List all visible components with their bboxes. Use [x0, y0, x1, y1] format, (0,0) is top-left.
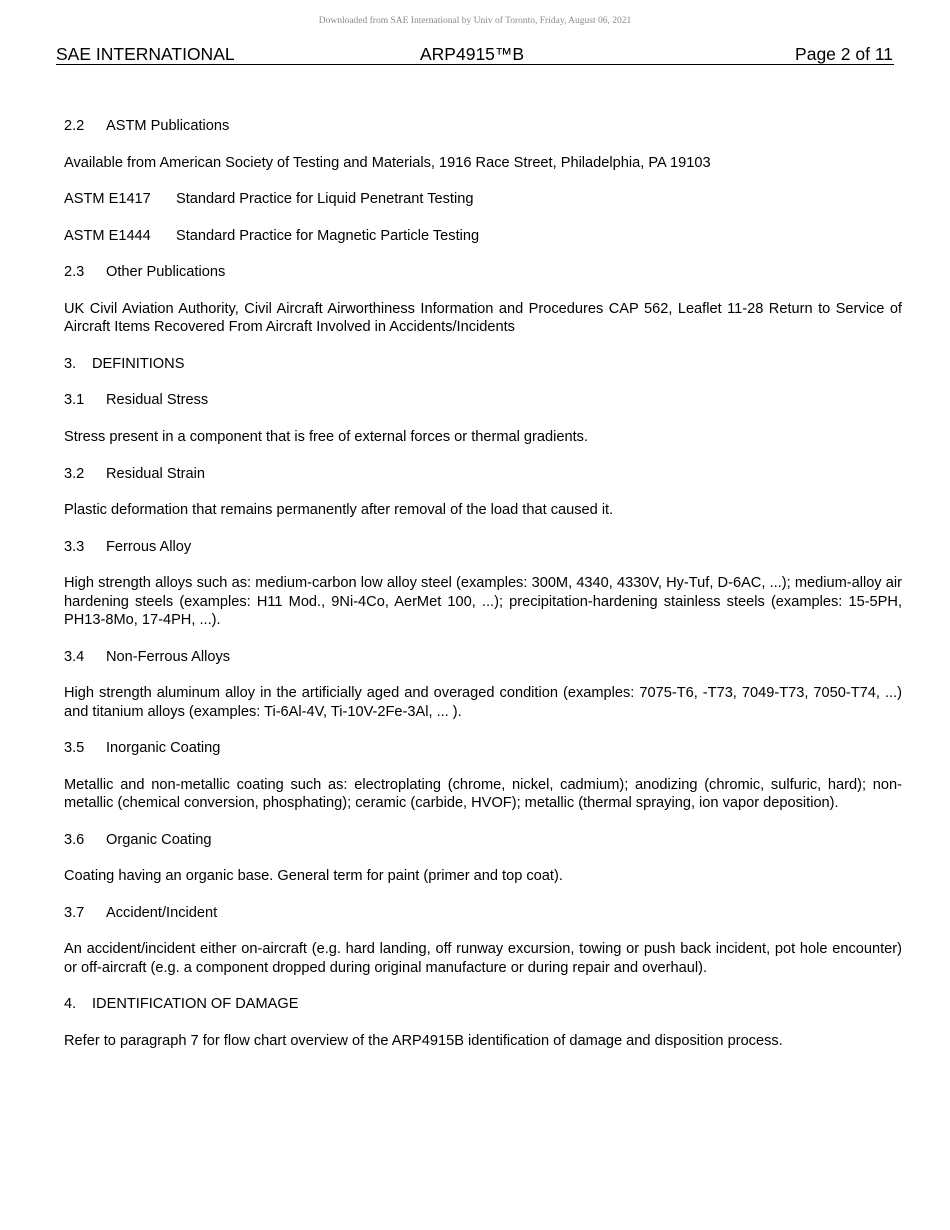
section-number: 3.2 — [64, 465, 85, 482]
section-number: 3.3 — [64, 538, 85, 555]
section-number: 2.3 — [64, 264, 85, 281]
section-3-2-body: Plastic deformation that remains permanently after removal of the load that caused it. — [64, 502, 614, 519]
section-title: Inorganic Coating — [106, 740, 221, 757]
header-doc-id: ARP4915™B — [420, 44, 525, 64]
section-3-4-body: High strength aluminum alloy in the artificially aged and overaged condition (examples: 7075-T6, -T73, 7049-T73, 7050-T74, ...) and titanium alloys (examples: Ti-6Al-4V, Ti-10V-2Fe-3Al, ... ). — [64, 685, 902, 720]
section-title: Residual Strain — [106, 465, 205, 482]
section-title: ASTM Publications — [106, 118, 230, 134]
section-number: 3.6 — [64, 831, 85, 848]
section-2-2-availability: Available from American Society of Testing and Materials, 1916 Race Street, Philadelphia, PA 19103 — [64, 154, 711, 171]
section-number: 4. — [64, 996, 77, 1013]
section-3-1-body: Stress present in a component that is free of external forces or thermal gradients. — [64, 429, 589, 446]
section-title: Other Publications — [106, 264, 226, 281]
section-number: 3.1 — [64, 392, 85, 409]
section-3-5-heading — [64, 739, 902, 757]
section-title: Non-Ferrous Alloys — [106, 648, 231, 665]
reference-title: Standard Practice for Liquid Penetrant Testing — [176, 191, 474, 208]
header-page-number: Page 2 of 11 — [795, 44, 893, 64]
section-number: 3. — [64, 355, 77, 372]
section-number: 2.2 — [64, 118, 85, 134]
section-2-2-heading — [64, 117, 902, 135]
section-3-2-heading — [64, 465, 902, 483]
section-number: 3.4 — [64, 648, 85, 665]
section-3-5-body: Metallic and non-metallic coating such as: electroplating (chrome, nickel, cadmium); anodizing (chromic, sulfuric, hard); non-metallic (chemical conversion, phosphating); ceramic (carbide, HVOF); metallic (thermal spraying, ion vapor deposition). — [64, 776, 902, 811]
section-3-heading — [64, 355, 902, 373]
section-2-3-heading — [64, 263, 902, 281]
section-number: 3.5 — [64, 740, 85, 757]
section-4-body: Refer to paragraph 7 for flow chart overview of the ARP4915B identification of damage and disposition process. — [64, 1032, 783, 1049]
download-watermark: Downloaded from SAE International by Univ of Toronto, Friday, August 06, 2021 — [318, 16, 632, 26]
section-title: DEFINITIONS — [92, 355, 185, 372]
section-3-7-body: An accident/incident either on-aircraft (e.g. hard landing, off runway excursion, towing or push back incident, pot hole encounter) or off-aircraft (e.g. a component dropped during original manufacture or during repair and overhaul). — [64, 941, 902, 976]
section-number: 3.7 — [64, 904, 85, 921]
section-title: Organic Coating — [106, 831, 212, 848]
section-4-heading — [64, 995, 902, 1013]
section-3-3-body: High strength alloys such as: medium-carbon low alloy steel (examples: 300M, 4340, 4330V, Hy-Tuf, D-6AC, ...); medium-alloy air hardening steels (examples: H11 Mod., 9Ni-4Co, AerMet 100, ...); precipitation-hardening stainless steels (examples: 15-5PH, PH13-8Mo, 17-4PH, ...). — [64, 575, 902, 629]
document-body — [64, 117, 902, 1068]
section-title: Ferrous Alloy — [106, 538, 192, 555]
reference-title: Standard Practice for Magnetic Particle Testing — [176, 227, 480, 244]
section-3-7-heading — [64, 904, 902, 922]
section-3-1-heading — [64, 391, 902, 409]
section-title: Accident/Incident — [106, 904, 218, 921]
section-title: IDENTIFICATION OF DAMAGE — [92, 996, 299, 1013]
section-title: Residual Stress — [106, 392, 209, 409]
section-3-6-heading — [64, 831, 902, 849]
reference-code: ASTM E1417 — [64, 191, 151, 208]
page-header — [56, 44, 894, 65]
header-org: SAE INTERNATIONAL — [56, 44, 235, 64]
reference-item — [64, 190, 902, 208]
section-3-6-body: Coating having an organic base. General term for paint (primer and top coat). — [64, 868, 563, 885]
section-3-4-heading — [64, 648, 902, 666]
reference-item — [64, 227, 902, 245]
section-3-3-heading — [64, 538, 902, 556]
section-2-3-body: UK Civil Aviation Authority, Civil Aircraft Airworthiness Information and Procedures CAP 562, Leaflet 11-28 Return to Service of Aircraft Items Recovered From Aircraft Involved in Accidents/Incidents — [64, 300, 902, 336]
reference-code: ASTM E1444 — [64, 227, 151, 244]
